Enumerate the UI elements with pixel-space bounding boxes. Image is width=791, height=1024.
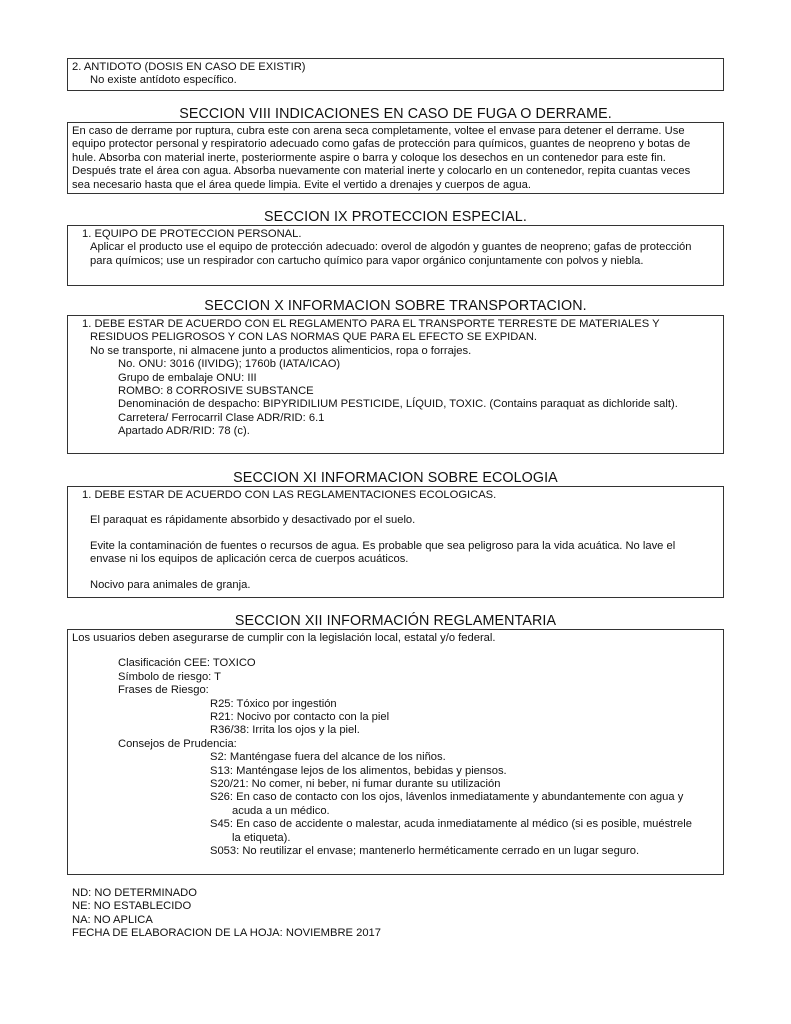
section-10-item: No. ONU: 3016 (IIVIDG); 1760b (IATA/ICAO) [118,358,341,371]
section-11-box [67,486,724,598]
section-11-paragraph: Evite la contaminación de fuentes o recursos de agua. Es probable que sea peligroso para la vida acuática. No lave el [90,539,676,552]
prudence-phrase: S2: Manténgase fuera del alcance de los niños. [210,751,446,764]
legend-nd: ND: NO DETERMINADO [72,887,197,899]
section-8-title: SECCION VIII INDICACIONES EN CASO DE FUGA O DERRAME. [179,106,612,122]
antidote-heading: 2. ANTIDOTO (DOSIS EN CASO DE EXISTIR) [72,61,306,73]
section-8-line: sea necesario hasta que el área quede limpia. Evite el vertido a drenajes y cuerpos de agua. [72,178,531,191]
risk-phrase: R25: Tóxico por ingestión [210,697,337,710]
section-9-title: SECCION IX PROTECCION ESPECIAL. [264,209,527,225]
section-11-paragraph: envase ni los equipos de aplicación cerca de cuerpos acuáticos. [90,553,409,566]
risk-phrase: R21: Nocivo por contacto con la piel [210,711,390,724]
section-11-paragraph: Nocivo para animales de granja. [90,578,251,591]
prudence-phrase-cont: acuda a un médico. [232,804,330,817]
section-11-title: SECCION XI INFORMACION SOBRE ECOLOGIA [233,470,558,486]
section-8-line: En caso de derrame por ruptura, cubra este con arena seca completamente, voltee el envase para detener el derrame. Use [72,125,685,137]
section-8-line: hule. Absorba con material inerte, posteriormente aspire o barra y coloque los desechos en un contenedor para este fin. [72,151,666,164]
section-12-risk-heading: Frases de Riesgo: [118,684,209,697]
section-8-box [67,122,724,194]
antidote-text: No existe antídoto específico. [90,74,237,87]
section-10-heading-cont: RESIDUOS PELIGROSOS Y CON LAS NORMAS QUE PARA EL EFECTO SE EXPIDAN. [90,331,538,344]
section-10-item: Grupo de embalaje ONU: III [118,371,257,384]
section-10-item: Carretera/ Ferrocarril Clase ADR/RID: 6.1 [118,411,325,424]
section-10-title: SECCION X INFORMACION SOBRE TRANSPORTACION. [204,298,587,314]
section-8-line: equipo protector personal y respiratorio adecuado como gafas de protección para químicos, guantes de neopreno y botas de [72,138,691,151]
antidote-box [67,58,724,91]
section-9-line: Aplicar el producto use el equipo de protección adecuado: overol de algodón y guantes de neopreno; gafas de protección [90,241,692,254]
section-12-prudence-heading: Consejos de Prudencia: [118,737,237,750]
risk-phrase: R36/38: Irrita los ojos y la piel. [210,724,360,737]
prudence-phrase: S13: Manténgase lejos de los alimentos, bebidas y piensos. [210,764,507,777]
section-12-box [67,629,724,875]
section-10-note: No se transporte, ni almacene junto a productos alimenticios, ropa o forrajes. [90,344,472,357]
prudence-phrase: S20/21: No comer, ni beber, ni fumar durante su utilización [210,778,501,791]
section-9-box [67,225,724,286]
prudence-phrase: S45: En caso de accidente o malestar, acuda inmediatamente al médico (si es posible, muéstrele [210,818,692,831]
section-9-line: para químicos; use un respirador con cartucho químico para vapor orgánico conjuntamente con polvos y niebla. [90,254,644,267]
section-8-line: Después trate el área con agua. Absorba nuevamente con material inerte y colocarlo en un contenedor, repita cuantas veces [72,165,691,178]
prudence-phrase-cont: la etiqueta). [232,831,291,844]
abbreviation-legend [72,887,381,941]
section-12-classification: Clasificación CEE: TOXICO [118,657,256,670]
legend-ne: NE: NO ESTABLECIDO [72,900,192,913]
prudence-phrase: S26: En caso de contacto con los ojos, lávenlos inmediatamente y abundantemente con agua y [210,791,684,804]
section-11-paragraph: El paraquat es rápidamente absorbido y desactivado por el suelo. [90,514,416,527]
legend-na: NA: NO APLICA [72,913,153,926]
section-10-item: Apartado ADR/RID: 78 (c). [118,425,250,438]
section-10-item: ROMBO: 8 CORROSIVE SUBSTANCE [118,385,314,398]
section-10-item: Denominación de despacho: BIPYRIDILIUM PESTICIDE, LÍQUID, TOXIC. (Contains paraquat as dichloride salt). [118,398,678,411]
sheet-date: FECHA DE ELABORACION DE LA HOJA: NOVIEMBRE 2017 [72,927,381,940]
prudence-phrase: S053: No reutilizar el envase; mantenerlo herméticamente cerrado en un lugar seguro. [210,845,640,858]
section-10-box [67,315,724,454]
section-12-intro: Los usuarios deben asegurarse de cumplir con la legislación local, estatal y/o federal. [72,632,496,644]
section-11-heading: 1. DEBE ESTAR DE ACUERDO CON LAS REGLAMENTACIONES ECOLOGICAS. [82,489,497,501]
section-12-symbol: Símbolo de riesgo: T [118,670,222,683]
section-9-heading: 1. EQUIPO DE PROTECCION PERSONAL. [82,228,302,240]
section-10-heading: 1. DEBE ESTAR DE ACUERDO CON EL REGLAMENTO PARA EL TRANSPORTE TERRESTE DE MATERIALES Y [82,318,660,330]
section-12-title: SECCION XII INFORMACIÓN REGLAMENTARIA [234,613,557,629]
